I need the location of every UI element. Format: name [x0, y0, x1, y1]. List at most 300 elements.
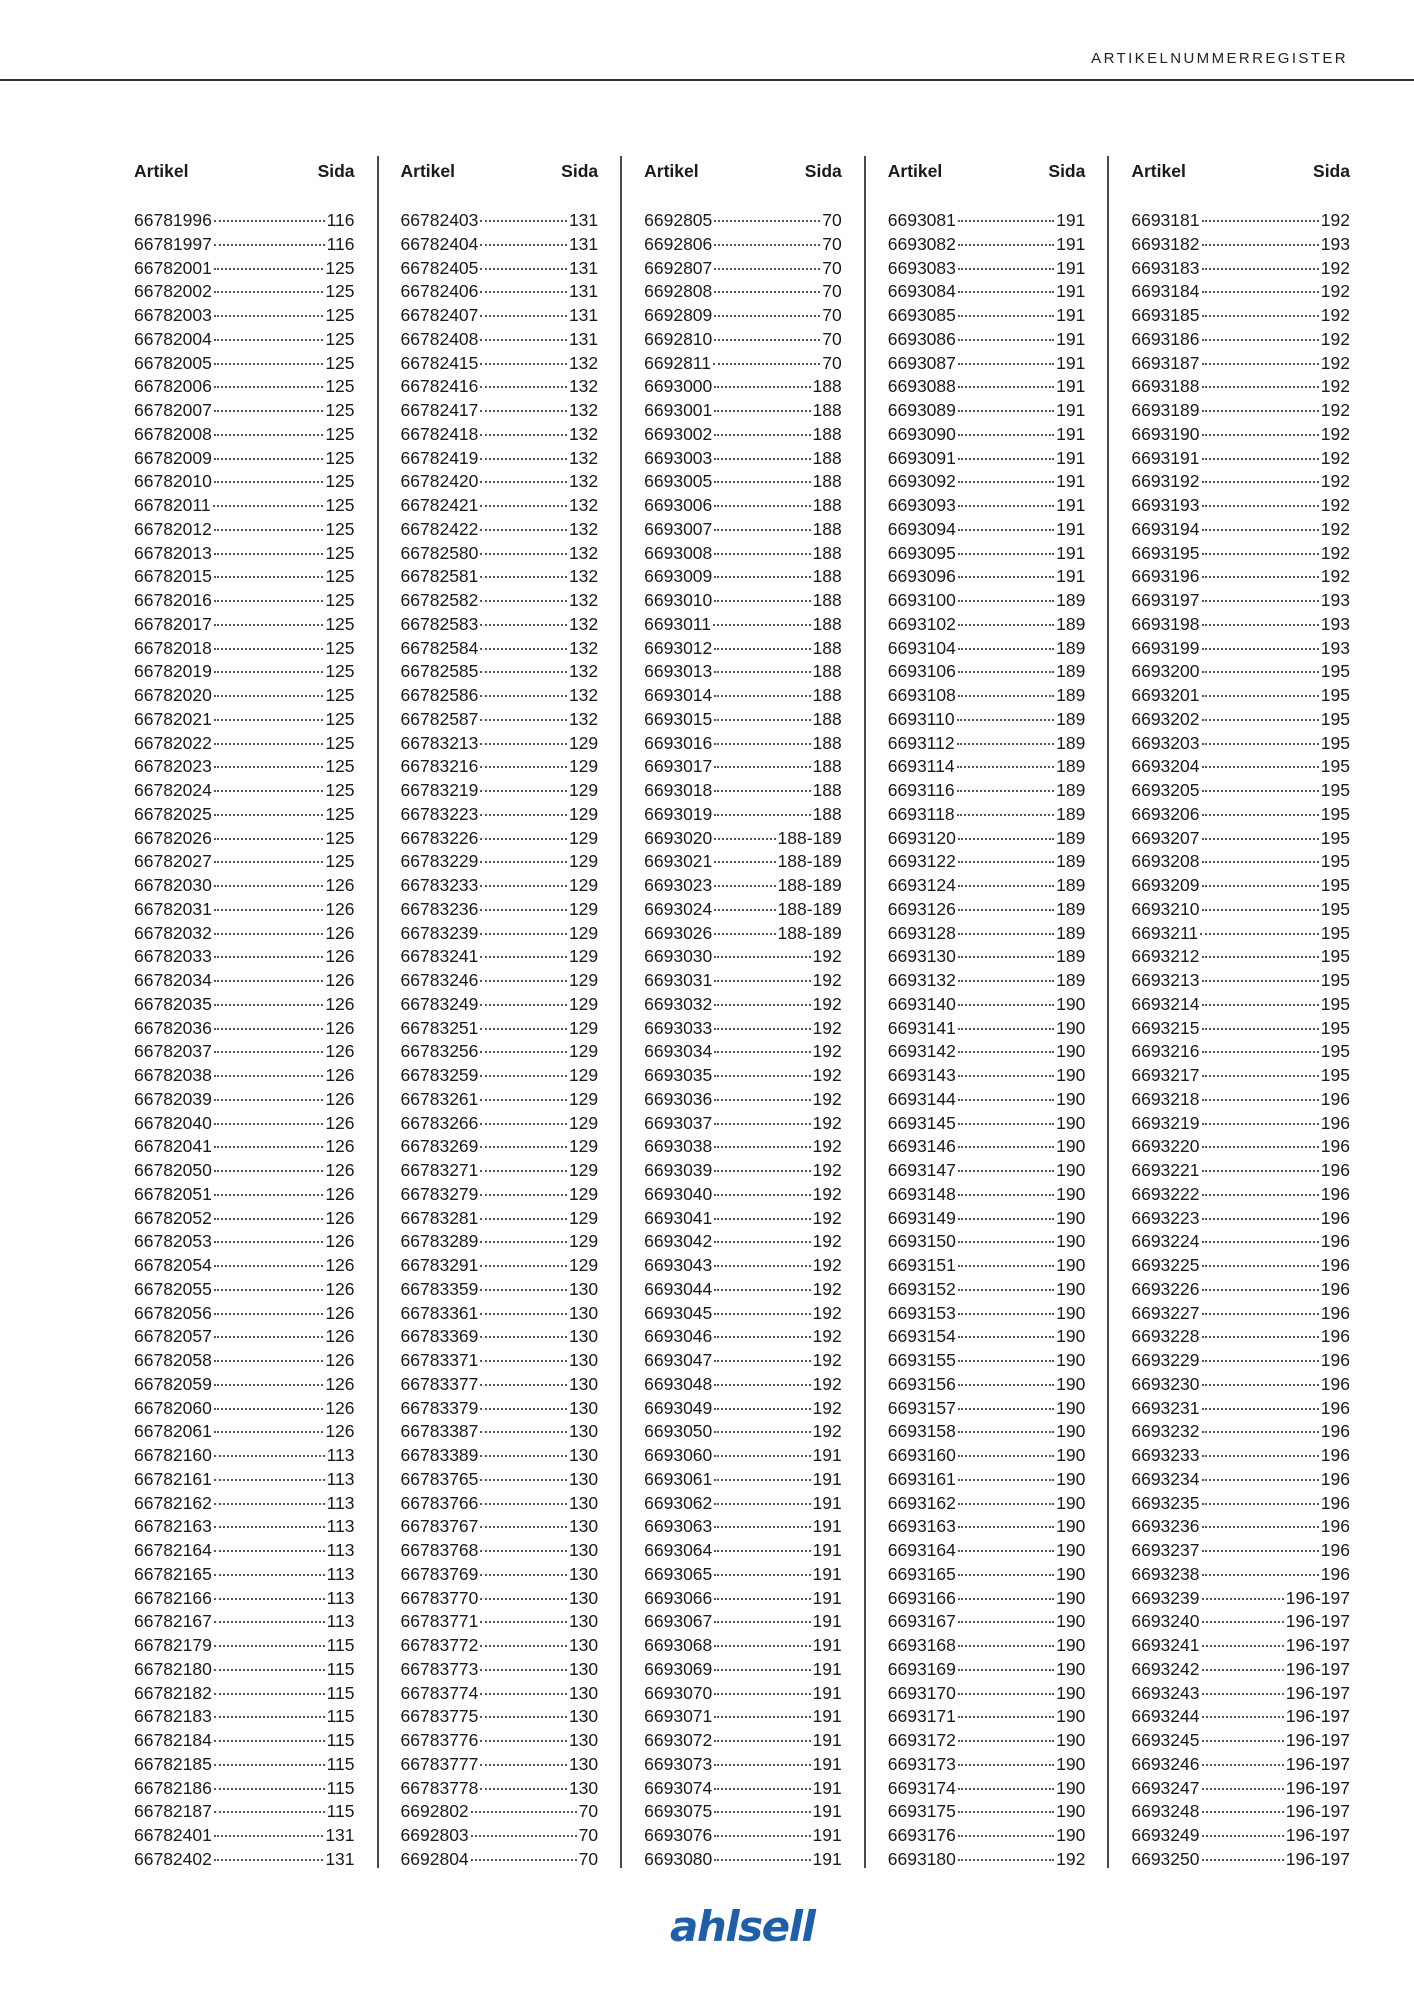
page-number: 125	[325, 851, 355, 872]
index-entry	[1131, 1088, 1350, 1112]
article-number: 66783216	[400, 756, 479, 777]
article-number: 66783213	[400, 732, 479, 753]
dot-leader	[214, 244, 325, 246]
page-number: 130	[568, 1326, 599, 1347]
article-number: 6693030	[644, 946, 713, 967]
dot-leader	[958, 1313, 1054, 1315]
index-entry	[1131, 1444, 1350, 1468]
page-number: 191	[1056, 305, 1086, 325]
page-number: 131	[325, 1848, 355, 1869]
entry-list	[134, 209, 355, 1872]
page-number: 191	[1056, 281, 1086, 302]
index-entry	[888, 993, 1086, 1017]
article-number: 66783223	[400, 803, 479, 824]
index-entry	[1131, 1753, 1350, 1777]
dot-leader	[958, 1526, 1054, 1528]
dot-leader	[480, 980, 567, 982]
page-section-title: ARTIKELNUMMERREGISTER	[1091, 50, 1348, 67]
dot-leader	[958, 1408, 1054, 1410]
article-number: 6693206	[1131, 803, 1200, 824]
index-entry	[401, 257, 599, 281]
page-number: 132	[568, 352, 599, 373]
dot-leader	[1202, 838, 1319, 840]
article-number: 6692811	[644, 352, 711, 373]
page-number: 126	[325, 875, 355, 895]
article-number: 66782002	[134, 281, 212, 302]
index-entry	[1131, 1159, 1350, 1183]
index-entry	[1131, 470, 1350, 494]
dot-leader	[480, 1669, 567, 1671]
dot-leader	[214, 861, 323, 863]
dot-leader	[958, 386, 1054, 388]
page-number: 190	[1056, 993, 1086, 1014]
index-entry	[134, 922, 355, 946]
article-number: 66783229	[400, 851, 479, 872]
index-entry	[401, 1777, 599, 1801]
dot-leader	[958, 1194, 1054, 1196]
article-number: 6693032	[644, 993, 713, 1014]
article-number: 66783770	[400, 1587, 479, 1608]
index-entry	[644, 1753, 842, 1777]
dot-leader	[1202, 980, 1319, 982]
page-number: 191	[1056, 447, 1086, 468]
page-number: 188	[812, 756, 842, 777]
article-number: 6693167	[887, 1611, 956, 1632]
dot-leader	[714, 1859, 810, 1861]
article-number: 6693168	[887, 1635, 956, 1655]
dot-leader	[714, 1503, 810, 1505]
article-number: 6693076	[644, 1825, 713, 1845]
article-number: 66782008	[134, 423, 212, 444]
index-entry	[888, 1468, 1086, 1492]
index-entry	[1131, 898, 1350, 922]
page-number: 192	[812, 1326, 842, 1347]
article-number: 6693128	[887, 922, 956, 943]
index-entry	[888, 1610, 1086, 1634]
index-entry	[134, 945, 355, 969]
page-number: 130	[568, 1373, 599, 1394]
page-number: 191	[812, 1635, 842, 1655]
dot-leader	[214, 1859, 323, 1861]
article-number: 6693020	[644, 827, 713, 848]
column-header-artikel: Artikel	[644, 161, 699, 181]
dot-leader	[214, 766, 323, 768]
article-number: 66783256	[400, 1041, 479, 1062]
page-number: 189	[1056, 685, 1086, 705]
index-entry	[888, 494, 1086, 518]
dot-leader	[214, 553, 323, 555]
index-entry	[401, 1610, 599, 1634]
dot-leader	[958, 553, 1054, 555]
article-number: 66782013	[134, 542, 212, 563]
index-entry	[1131, 969, 1350, 993]
index-entry	[134, 352, 355, 376]
page-number: 191	[812, 1468, 842, 1489]
page-number: 195	[1320, 803, 1350, 824]
dot-leader	[214, 1123, 323, 1125]
dot-leader	[214, 838, 323, 840]
article-number: 6693152	[887, 1278, 956, 1299]
page-number: 192	[1320, 210, 1350, 230]
article-number: 6693156	[887, 1373, 956, 1394]
dot-leader	[471, 1835, 577, 1837]
dot-leader	[480, 363, 567, 365]
page-number: 190	[1056, 1421, 1086, 1442]
article-number: 6693181	[1131, 210, 1200, 230]
dot-leader	[214, 1241, 323, 1243]
article-number: 6693250	[1131, 1848, 1200, 1869]
dot-leader	[714, 1740, 810, 1742]
dot-leader	[958, 1693, 1054, 1695]
dot-leader	[480, 790, 567, 792]
dot-leader	[714, 1241, 810, 1243]
index-entry	[401, 352, 599, 376]
index-entry	[644, 1017, 842, 1041]
index-entry	[644, 1064, 842, 1088]
page-number: 129	[568, 1065, 599, 1085]
article-number: 66782038	[134, 1065, 212, 1085]
index-entry	[401, 1705, 599, 1729]
page-number: 190	[1056, 1801, 1086, 1822]
index-entry	[888, 1800, 1086, 1824]
dot-leader	[480, 576, 567, 578]
index-entry	[401, 470, 599, 494]
page-number: 190	[1056, 1825, 1086, 1845]
article-number: 6693088	[887, 376, 956, 397]
page-number: 191	[1056, 471, 1086, 492]
index-entry	[401, 1254, 599, 1278]
index-entry	[888, 850, 1086, 874]
index-entry	[644, 993, 842, 1017]
index-entry	[644, 1373, 842, 1397]
page-number: 190	[1056, 1587, 1086, 1608]
index-entry	[1131, 1705, 1350, 1729]
page-number: 70	[822, 281, 842, 302]
dot-leader	[214, 1336, 323, 1338]
dot-leader	[214, 1716, 325, 1718]
page-number: 195	[1320, 708, 1350, 729]
article-number: 6693225	[1131, 1255, 1200, 1275]
dot-leader	[480, 1289, 567, 1291]
dot-leader	[1200, 933, 1319, 935]
article-number: 6693073	[644, 1753, 713, 1774]
index-entry	[1131, 1373, 1350, 1397]
dot-leader	[958, 1788, 1054, 1790]
dot-leader	[714, 956, 810, 958]
index-entry	[1131, 850, 1350, 874]
page-number: 192	[812, 1373, 842, 1394]
page-number: 188	[812, 447, 842, 468]
article-number: 66782582	[400, 590, 479, 610]
page-number: 70	[578, 1848, 599, 1869]
page-number: 188-189	[777, 851, 842, 872]
dot-leader	[714, 1265, 810, 1267]
index-entry	[1131, 1515, 1350, 1539]
page-number: 192	[812, 993, 842, 1014]
page-number: 116	[326, 233, 355, 254]
page-number: 188	[812, 685, 842, 705]
article-number: 66782587	[400, 708, 479, 729]
index-entry	[644, 542, 842, 566]
article-number: 66783771	[400, 1611, 479, 1632]
dot-leader	[1202, 624, 1319, 626]
dot-leader	[214, 1645, 325, 1647]
dot-leader	[1202, 1170, 1319, 1172]
page-number: 190	[1056, 1492, 1086, 1513]
article-number: 66782059	[134, 1373, 212, 1394]
index-entry	[401, 803, 599, 827]
dot-leader	[471, 1859, 577, 1861]
article-number: 66782165	[134, 1563, 212, 1584]
article-number: 6693182	[1131, 233, 1200, 254]
dot-leader	[480, 719, 567, 721]
page-number: 192	[1320, 352, 1350, 373]
article-number: 66782417	[400, 400, 479, 420]
page-number: 192	[812, 1207, 842, 1228]
index-entry	[888, 874, 1086, 898]
article-number: 66783271	[400, 1160, 479, 1180]
dot-leader	[1202, 1740, 1284, 1742]
page-number: 130	[568, 1540, 599, 1560]
article-number: 6693202	[1131, 708, 1200, 729]
index-entry	[644, 1682, 842, 1706]
index-entry	[401, 328, 599, 352]
index-entry	[134, 470, 355, 494]
dot-leader	[480, 268, 567, 270]
index-entry	[401, 375, 599, 399]
page-number: 188	[812, 376, 842, 397]
article-number: 6693227	[1131, 1302, 1200, 1323]
dot-leader	[1202, 671, 1319, 673]
index-column-3	[620, 156, 864, 1868]
page-number: 70	[578, 1801, 599, 1822]
page-number: 125	[325, 305, 355, 325]
dot-leader	[958, 600, 1054, 602]
page-number: 125	[325, 685, 355, 705]
index-entry	[134, 755, 355, 779]
index-entry	[888, 589, 1086, 613]
article-number: 66783772	[400, 1635, 479, 1655]
index-entry	[134, 518, 355, 542]
index-entry	[644, 1183, 842, 1207]
article-number: 6693009	[644, 566, 713, 587]
page-number: 196-197	[1285, 1825, 1350, 1845]
page-number: 195	[1320, 1041, 1350, 1062]
dot-leader	[1202, 1455, 1319, 1457]
article-number: 6693204	[1131, 756, 1200, 777]
page-number: 125	[325, 281, 355, 302]
page-number: 115	[326, 1658, 355, 1679]
article-number: 66782040	[134, 1112, 212, 1133]
article-number: 66782005	[134, 352, 212, 373]
page-number: 192	[812, 1302, 842, 1323]
index-entry	[401, 1183, 599, 1207]
index-entry	[401, 1634, 599, 1658]
page-number: 70	[822, 210, 842, 230]
dot-leader	[958, 1479, 1054, 1481]
article-number: 6693048	[644, 1373, 713, 1394]
page-number: 190	[1056, 1706, 1086, 1727]
dot-leader	[958, 1241, 1054, 1243]
page-number: 125	[325, 661, 355, 682]
dot-leader	[214, 576, 323, 578]
index-entry	[401, 1563, 599, 1587]
article-number: 6693192	[1131, 471, 1200, 492]
index-entry	[888, 1587, 1086, 1611]
article-number: 6693153	[887, 1302, 956, 1323]
dot-leader	[214, 315, 323, 317]
dot-leader	[1202, 1194, 1319, 1196]
article-number: 6693083	[887, 257, 956, 278]
dot-leader	[480, 244, 567, 246]
dot-leader	[480, 220, 567, 222]
index-entry	[401, 1515, 599, 1539]
page-number: 191	[1056, 233, 1086, 254]
dot-leader	[958, 1859, 1054, 1861]
dot-leader	[957, 766, 1055, 768]
dot-leader	[480, 291, 567, 293]
page-number: 188-189	[777, 875, 842, 895]
article-number: 66782009	[134, 447, 212, 468]
index-entry	[1131, 1302, 1350, 1326]
index-entry	[401, 1397, 599, 1421]
index-entry	[1131, 1634, 1350, 1658]
index-entry	[401, 1135, 599, 1159]
page-number: 195	[1320, 661, 1350, 682]
dot-leader	[958, 1146, 1054, 1148]
page-number: 126	[325, 1136, 355, 1157]
article-number: 6693244	[1131, 1706, 1200, 1727]
index-entry	[134, 1254, 355, 1278]
article-number: 6693043	[644, 1255, 713, 1275]
article-number: 6693200	[1131, 661, 1200, 682]
dot-leader	[714, 1075, 810, 1077]
page-number: 190	[1056, 1635, 1086, 1655]
index-entry	[644, 1610, 842, 1634]
index-entry	[134, 375, 355, 399]
index-entry	[644, 922, 842, 946]
index-entry	[134, 637, 355, 661]
page-number: 190	[1056, 1658, 1086, 1679]
index-entry	[401, 993, 599, 1017]
article-number: 6692806	[644, 233, 713, 254]
dot-leader	[714, 671, 810, 673]
index-entry	[401, 827, 599, 851]
dot-leader	[958, 1550, 1054, 1552]
page-number: 130	[568, 1587, 599, 1608]
page-number: 196	[1320, 1207, 1350, 1228]
index-entry	[888, 969, 1086, 993]
dot-leader	[714, 1645, 810, 1647]
article-number: 66783768	[400, 1540, 479, 1560]
article-number: 66782057	[134, 1326, 212, 1347]
article-number: 6693046	[644, 1326, 713, 1347]
dot-leader	[480, 1479, 567, 1481]
dot-leader	[714, 1028, 810, 1030]
page-number: 130	[568, 1658, 599, 1679]
dot-leader	[714, 315, 820, 317]
index-entry	[888, 1729, 1086, 1753]
article-number: 6693146	[887, 1136, 956, 1157]
page-number: 130	[568, 1278, 599, 1299]
article-number: 6693019	[644, 803, 713, 824]
index-entry	[888, 708, 1086, 732]
index-entry	[401, 1420, 599, 1444]
dot-leader	[1202, 291, 1319, 293]
index-entry	[1131, 1017, 1350, 1041]
page-number: 129	[568, 756, 599, 777]
index-entry	[401, 945, 599, 969]
page-number: 188	[812, 708, 842, 729]
article-number: 66782027	[134, 851, 212, 872]
article-number: 66783371	[400, 1350, 479, 1370]
article-number: 6693160	[887, 1445, 956, 1465]
index-entry	[134, 732, 355, 756]
article-number: 6693193	[1131, 495, 1200, 515]
article-number: 6693114	[887, 756, 955, 777]
index-entry	[644, 280, 842, 304]
index-entry	[134, 779, 355, 803]
index-entry	[134, 304, 355, 328]
dot-leader	[714, 339, 820, 341]
article-number: 6693219	[1131, 1112, 1200, 1133]
page-number: 196	[1320, 1516, 1350, 1537]
index-entry	[134, 1088, 355, 1112]
page-number: 126	[325, 1160, 355, 1180]
dot-leader	[958, 1764, 1054, 1766]
article-number: 6693003	[644, 447, 713, 468]
index-entry	[401, 1230, 599, 1254]
page-number: 125	[325, 708, 355, 729]
page-number: 132	[568, 566, 599, 587]
dot-leader	[214, 1004, 323, 1006]
page-number: 129	[568, 1041, 599, 1062]
article-number: 66782022	[134, 732, 212, 753]
dot-leader	[480, 1146, 567, 1148]
page-number: 189	[1056, 875, 1086, 895]
page-number: 190	[1056, 1682, 1086, 1703]
article-number: 66782037	[134, 1041, 212, 1062]
dot-leader	[480, 861, 567, 863]
dot-leader	[714, 743, 810, 745]
index-entry	[401, 779, 599, 803]
page-number: 131	[568, 305, 599, 325]
page-number: 189	[1056, 803, 1086, 824]
dot-leader	[1202, 1716, 1284, 1718]
dot-leader	[1202, 220, 1319, 222]
index-entry	[134, 1064, 355, 1088]
page-number: 188	[812, 471, 842, 492]
index-entry	[644, 1658, 842, 1682]
page-number: 70	[822, 305, 842, 325]
dot-leader	[214, 1455, 325, 1457]
article-number: 6693082	[887, 233, 956, 254]
dot-leader	[1202, 268, 1319, 270]
page-number: 129	[568, 946, 599, 967]
index-entry	[644, 1135, 842, 1159]
page-number: 113	[326, 1540, 355, 1560]
dot-leader	[214, 909, 323, 911]
article-number: 66781996	[134, 210, 212, 230]
dot-leader	[214, 1479, 325, 1481]
index-entry	[1131, 1587, 1350, 1611]
article-number: 6692805	[644, 210, 713, 230]
page-number: 189	[1056, 827, 1086, 848]
page-number: 125	[325, 423, 355, 444]
page-number: 131	[568, 257, 599, 278]
article-number: 6693186	[1131, 328, 1200, 349]
article-number: 6693089	[887, 400, 956, 420]
